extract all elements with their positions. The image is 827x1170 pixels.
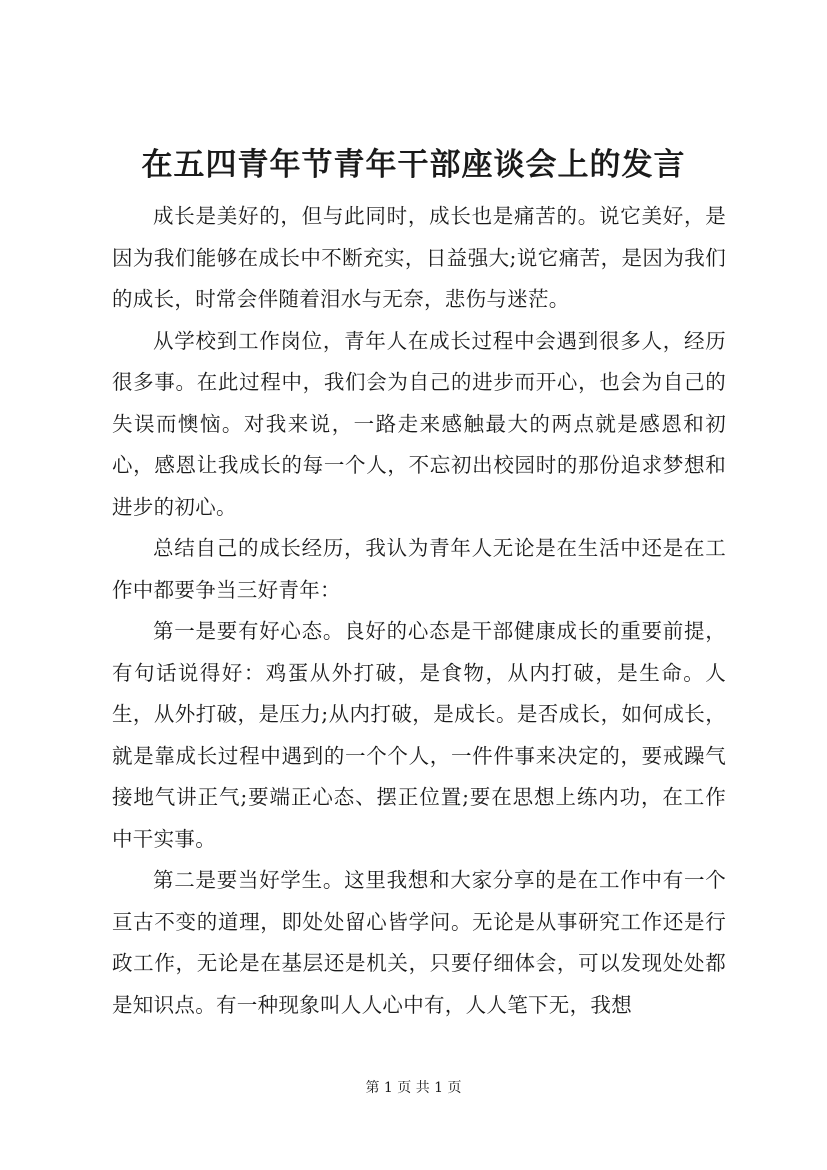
paragraph-4: 第一是要有好心态。良好的心态是干部健康成长的重要前提，有句话说得好：鸡蛋从外打破，是食物，从内打破，是生命。人生，从外打破，是压力;从内打破，是成长。是否成长，如何成长，就是靠成长过程中遇到的一个个人，一件件事来决定的，要戒躁气接地气讲正气;要端正心态、摆正位置;要在思想上练内功，在工作中干实事。	[112, 619, 726, 851]
paragraph-3: 总结自己的成长经历，我认为青年人无论是在生活中还是在工作中都要争当三好青年：	[112, 536, 726, 602]
paragraph-2: 从学校到工作岗位，青年人在成长过程中会遇到很多人，经历很多事。在此过程中，我们会为自己的进步而开心，也会为自己的失误而懊恼。对我来说，一路走来感触最大的两点就是感恩和初心，感恩让我成长的每一个人，不忘初出校园时的那份追求梦想和进步的初心。	[112, 328, 726, 519]
page-number-footer: 第 1 页 共 1 页	[365, 1080, 462, 1096]
document-title: 在五四青年节青年干部座谈会上的发言	[141, 147, 686, 183]
paragraph-5: 第二是要当好学生。这里我想和大家分享的是在工作中有一个亘古不变的道理，即处处留心皆学问。无论是从事研究工作还是行政工作，无论是在基层还是机关，只要仔细体会，可以发现处处都是知识点。有一种现象叫人人心中有，人人笔下无，我想	[112, 868, 726, 1017]
document-body	[112, 196, 726, 1026]
paragraph-1: 成长是美好的，但与此同时，成长也是痛苦的。说它美好，是因为我们能够在成长中不断充实，日益强大;说它痛苦，是因为我们的成长，时常会伴随着泪水与无奈，悲伤与迷茫。	[112, 204, 726, 311]
